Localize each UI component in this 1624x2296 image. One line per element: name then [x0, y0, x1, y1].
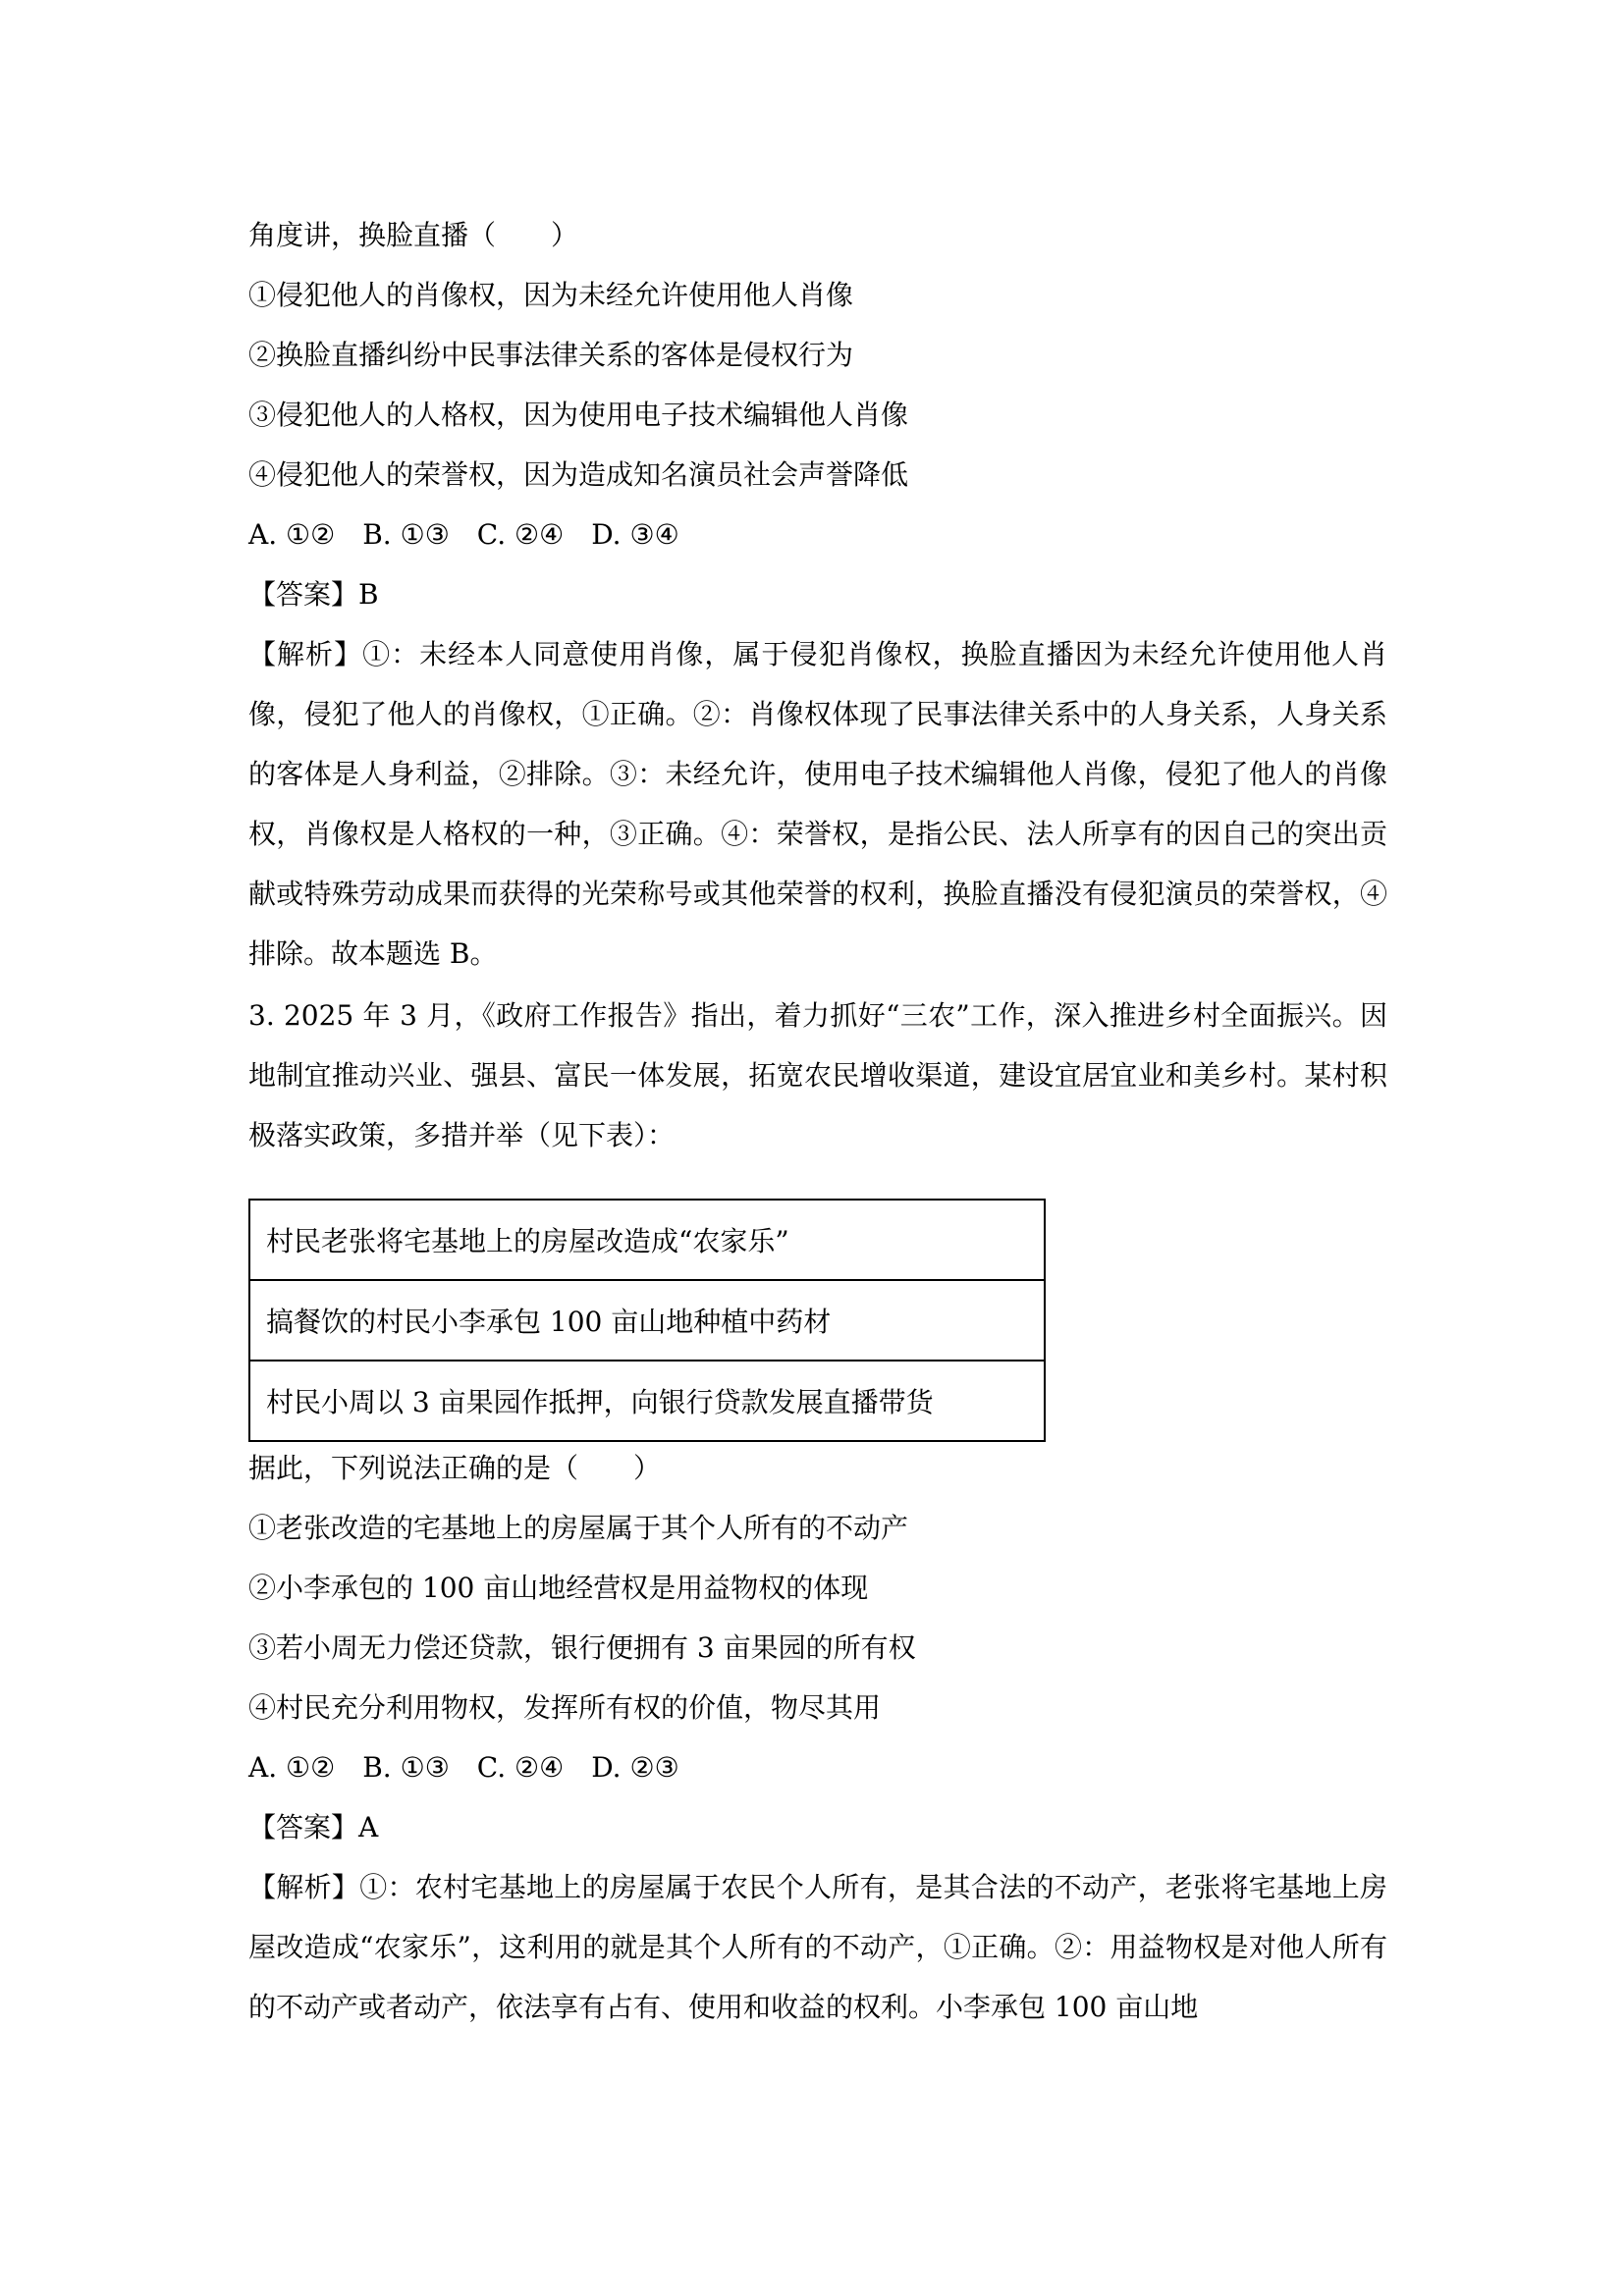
- q2-stem-tail: 角度讲，换脸直播（ ）: [248, 219, 579, 251]
- q3-choices: A. ①② B. ①③ C. ②④ D. ②③: [248, 1751, 679, 1784]
- q2-option-4: ④侵犯他人的荣誉权，因为造成知名演员社会声誉降低: [248, 458, 909, 491]
- table-row: [249, 1280, 1045, 1361]
- table-cell: 村民小周以 3 亩果园作抵押，向银行贷款发展直播带货: [249, 1361, 1045, 1441]
- q2-option-1: ①侵犯他人的肖像权，因为未经允许使用他人肖像: [248, 279, 854, 311]
- table-row: [249, 1361, 1045, 1441]
- q2-option-2: ②换脸直播纠纷中民事法律关系的客体是侵权行为: [248, 339, 854, 371]
- q3-stem: 3. 2025 年 3 月，《政府工作报告》指出，着力抓好“三农”工作，深入推进乡村全面振兴。因地制宜推动兴业、强县、富民一体发展，拓宽农民增收渠道，建设宜居宜业和美乡村。某村积极落实政策，多措并举（见下表）：: [248, 999, 1387, 1151]
- q2-analysis: 【解析】①：未经本人同意使用肖像，属于侵犯肖像权，换脸直播因为未经允许使用他人肖像，侵犯了他人的肖像权，①正确。②：肖像权体现了民事法律关系中的人身关系，人身关系的客体是人身利益，②排除。③：未经允许，使用电子技术编辑他人肖像，侵犯了他人的肖像权，肖像权是人格权的一种，③正确。④：荣誉权，是指公民、法人所享有的因自己的突出贡献或特殊劳动成果而获得的光荣称号或其他荣誉的权利，换脸直播没有侵犯演员的荣誉权，④排除。故本题选 B。: [248, 638, 1387, 970]
- table-cell: 搞餐饮的村民小李承包 100 亩山地种植中药材: [249, 1280, 1045, 1361]
- q3-option-1: ①老张改造的宅基地上的房屋属于其个人所有的不动产: [248, 1512, 909, 1544]
- q2-option-3: ③侵犯他人的人格权，因为使用电子技术编辑他人肖像: [248, 399, 909, 431]
- q3-table: [248, 1199, 1046, 1442]
- table-row: [249, 1200, 1045, 1280]
- q3-option-3: ③若小周无力偿还贷款，银行便拥有 3 亩果园的所有权: [248, 1631, 916, 1664]
- q3-option-2: ②小李承包的 100 亩山地经营权是用益物权的体现: [248, 1572, 869, 1604]
- q3-answer: 【答案】A: [248, 1811, 379, 1843]
- q2-choices: A. ①② B. ①③ C. ②④ D. ③④: [248, 518, 679, 551]
- q3-analysis: 【解析】①：农村宅基地上的房屋属于农民个人所有，是其合法的不动产，老张将宅基地上房屋改造成“农家乐”，这利用的就是其个人所有的不动产，①正确。②：用益物权是对他人所有的不动产或者动产，依法享有占有、使用和收益的权利。小李承包 100 亩山地: [248, 1871, 1387, 2023]
- q3-question: 据此，下列说法正确的是（ ）: [248, 1452, 662, 1484]
- q3-option-4: ④村民充分利用物权，发挥所有权的价值，物尽其用: [248, 1691, 882, 1724]
- table-cell: 村民老张将宅基地上的房屋改造成“农家乐”: [249, 1200, 1045, 1280]
- q2-answer: 【答案】B: [248, 578, 379, 611]
